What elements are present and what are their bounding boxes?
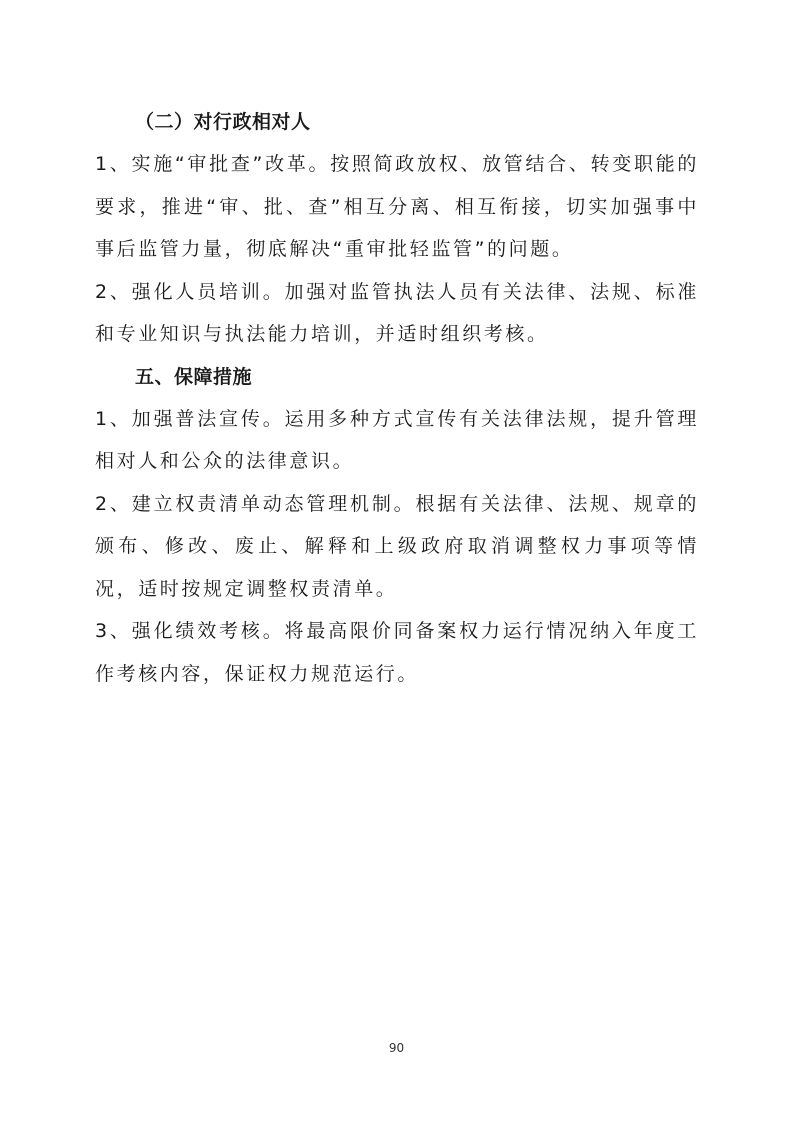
section-heading-administrative-counterparts: （二）对行政相对人 [135, 111, 311, 133]
paragraph-law-publicity: 1、加强普法宣传。运用多种方式宣传有关法律法规，提升管理相对人和公众的法律意识。 [95, 407, 699, 472]
paragraph-review-approval-reform: 1、实施“审批查”改革。按照简政放权、放管结合、转变职能的要求，推进“审、批、查”相互分离、相互衔接，切实加强事中事后监管力量，彻底解决“重审批轻监管”的问题。 [95, 153, 699, 260]
page-number: 90 [388, 1041, 405, 1055]
paragraph-dynamic-management: 2、建立权责清单动态管理机制。根据有关法律、法规、规章的颁布、修改、废止、解释和上级政府取消调整权力事项等情况，适时按规定调整权责清单。 [95, 492, 699, 600]
document-body [95, 101, 699, 695]
paragraph-personnel-training: 2、强化人员培训。加强对监管执法人员有关法律、法规、标准和专业知识与执法能力培训，并适时组织考核。 [95, 280, 699, 345]
section-heading-safeguard-measures: 五、保障措施 [135, 365, 253, 388]
paragraph-performance-assessment: 3、强化绩效考核。将最高限价同备案权力运行情况纳入年度工作考核内容，保证权力规范运行。 [95, 620, 699, 685]
